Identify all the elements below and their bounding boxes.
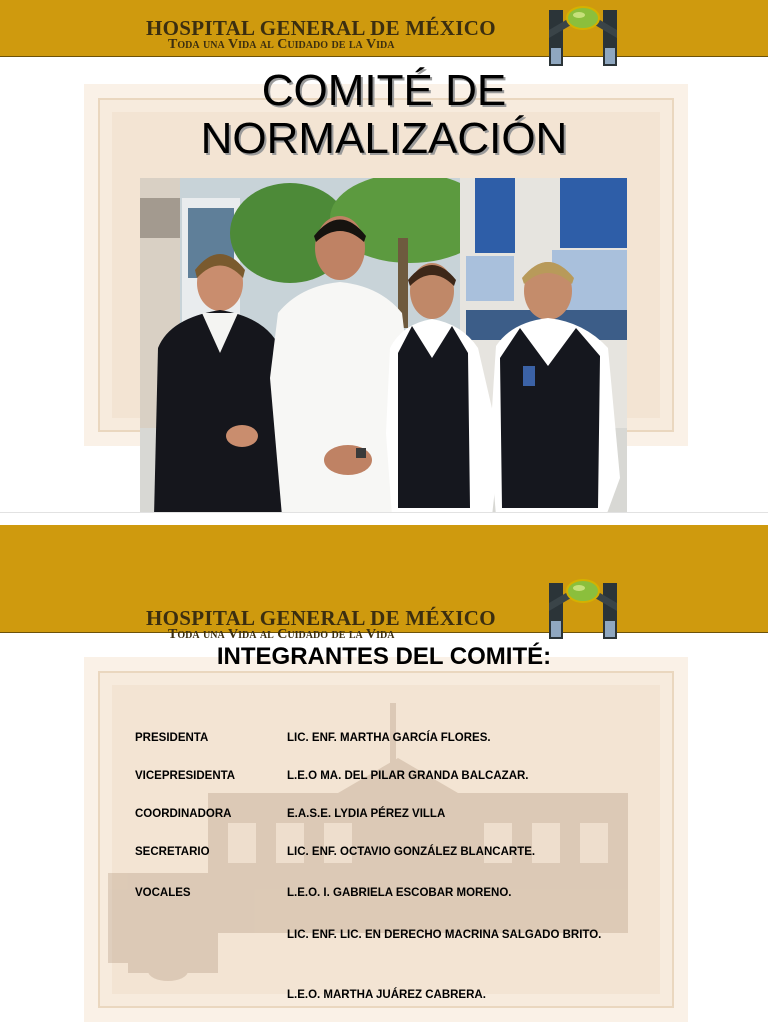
committee-group-photo	[140, 178, 627, 512]
page-title	[0, 67, 768, 163]
title-line-1: COMITÉ DE	[261, 66, 507, 115]
title-line-2: NORMALIZACIÓN	[200, 114, 568, 163]
member-secretary: LIC. ENF. OCTAVIO GONZÁLEZ BLANCARTE.	[287, 846, 536, 858]
slide-committee-title	[0, 0, 768, 512]
role-president: PRESIDENTA	[135, 732, 209, 744]
section-title: INTEGRANTES DEL COMITÉ:	[216, 643, 552, 670]
header-bar	[0, 0, 768, 57]
role-vocals: VOCALES	[135, 887, 191, 899]
member-vice-president: L.E.O MA. DEL PILAR GRANDA BALCAZAR.	[287, 770, 529, 782]
hospital-logo-icon	[545, 577, 623, 643]
slide-committee-members	[0, 512, 768, 1025]
role-vice-president: VICEPRESIDENTA	[135, 770, 236, 782]
member-coordinator: E.A.S.E. LYDIA PÉREZ VILLA	[287, 808, 446, 820]
hospital-motto: Toda una Vida al Cuidado de la Vida	[168, 627, 395, 642]
header-bar	[0, 525, 768, 642]
hospital-name: HOSPITAL GENERAL DE MÉXICO	[146, 606, 496, 630]
role-coordinator: COORDINADORA	[135, 808, 232, 820]
member-vocal-2: LIC. ENF. LIC. EN DERECHO MACRINA SALGADO BRITO.	[287, 929, 602, 941]
member-president: LIC. ENF. MARTHA GARCÍA FLORES.	[287, 732, 491, 744]
role-secretary: SECRETARIO	[135, 846, 210, 858]
hospital-motto: Toda una Vida al Cuidado de la Vida	[168, 37, 395, 52]
hospital-logo-icon	[545, 4, 623, 70]
member-vocal-3: L.E.O. MARTHA JUÁREZ CABRERA.	[287, 989, 486, 1001]
member-vocal-1: L.E.O. I. GABRIELA ESCOBAR MORENO.	[287, 887, 512, 899]
hospital-name: HOSPITAL GENERAL DE MÉXICO	[146, 16, 496, 40]
